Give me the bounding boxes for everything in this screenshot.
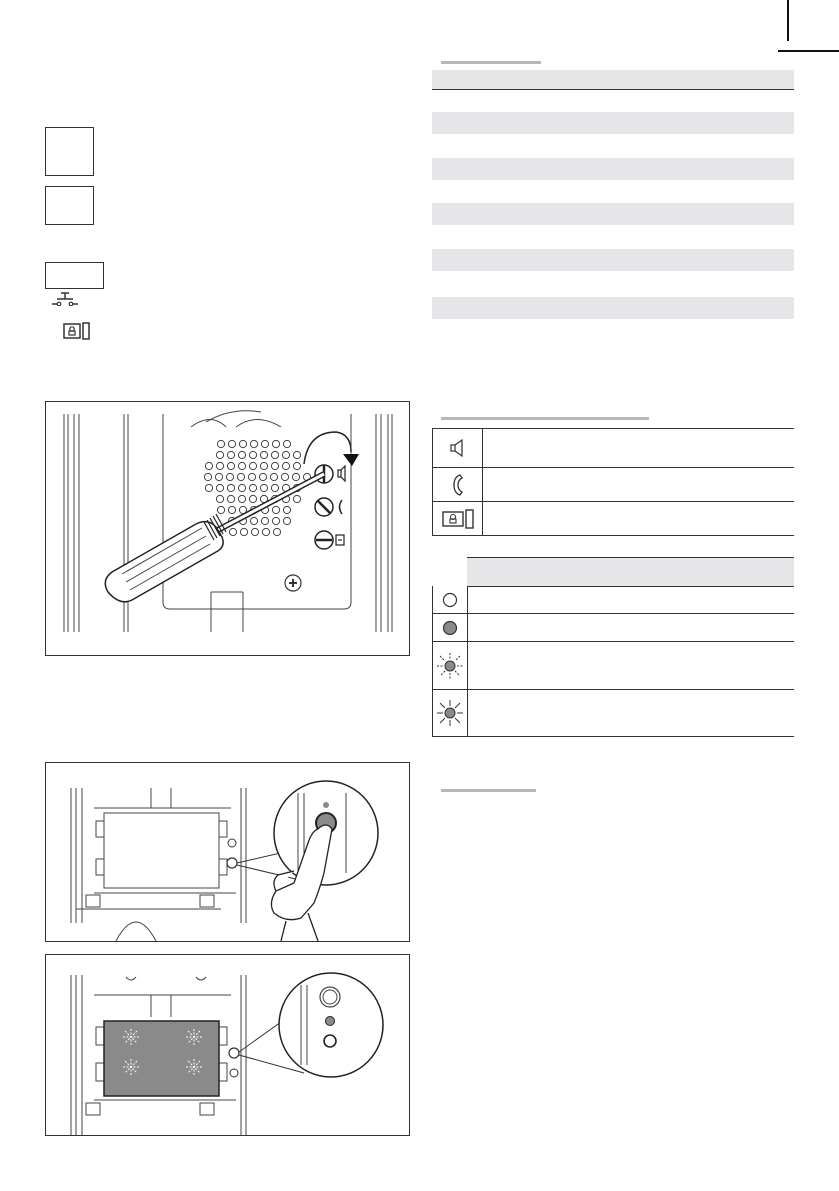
grille-hole bbox=[293, 495, 300, 502]
table-header bbox=[432, 70, 794, 90]
grille-hole bbox=[249, 495, 256, 502]
table-row bbox=[432, 429, 794, 468]
blank-key-box bbox=[45, 186, 94, 225]
grille-hole bbox=[238, 462, 245, 469]
magnifier-circle-icon bbox=[279, 973, 383, 1077]
grille-hole bbox=[260, 462, 267, 469]
table-row bbox=[432, 112, 794, 134]
led-blinking-icon bbox=[435, 651, 465, 681]
grille-hole bbox=[238, 451, 245, 458]
grille-hole bbox=[293, 462, 300, 469]
grille-hole bbox=[227, 451, 234, 458]
grille-hole bbox=[260, 484, 267, 491]
grille-hole bbox=[273, 528, 280, 535]
speaker-volume-icon bbox=[338, 466, 345, 481]
grille-hole bbox=[282, 451, 289, 458]
grille-hole bbox=[293, 451, 300, 458]
figure-press-button bbox=[45, 762, 410, 942]
grille-hole bbox=[283, 517, 290, 524]
door-lock-icon bbox=[336, 535, 344, 545]
grille-hole bbox=[216, 495, 223, 502]
led-flashing-icon bbox=[435, 698, 465, 728]
grille-hole bbox=[259, 473, 266, 480]
table-row bbox=[432, 249, 794, 271]
table-row bbox=[432, 586, 794, 614]
table-row bbox=[432, 158, 794, 180]
section-title-bar bbox=[441, 417, 649, 420]
blinking-display-icon bbox=[104, 1021, 219, 1096]
handset-icon bbox=[452, 473, 464, 497]
grille-hole bbox=[271, 451, 278, 458]
grille-hole bbox=[249, 462, 256, 469]
grille-hole bbox=[262, 528, 269, 535]
grille-hole bbox=[215, 473, 222, 480]
door-lock-icon bbox=[63, 322, 91, 340]
door-lock-icon bbox=[441, 509, 475, 529]
grille-hole bbox=[250, 440, 257, 447]
grille-hole bbox=[261, 517, 268, 524]
push-button-switch-icon bbox=[52, 292, 78, 306]
grille-hole bbox=[217, 506, 224, 513]
grille-hole bbox=[226, 473, 233, 480]
grille-hole bbox=[227, 495, 234, 502]
grille-hole bbox=[238, 484, 245, 491]
grille-hole bbox=[249, 451, 256, 458]
table-row bbox=[432, 502, 794, 536]
speaker-volume-icon bbox=[450, 439, 466, 457]
section-title-bar bbox=[441, 789, 536, 792]
grille-hole bbox=[272, 517, 279, 524]
section-title-bar bbox=[441, 61, 541, 64]
table-row bbox=[432, 690, 794, 737]
grille-hole bbox=[283, 440, 290, 447]
figure-screwdriver-adjustment bbox=[45, 401, 410, 656]
table-row bbox=[432, 642, 794, 690]
grille-hole bbox=[228, 440, 235, 447]
grille-hole bbox=[260, 451, 267, 458]
grille-hole bbox=[237, 473, 244, 480]
grille-hole bbox=[272, 440, 279, 447]
handset-icon bbox=[340, 500, 343, 514]
grille-hole bbox=[251, 528, 258, 535]
table-header bbox=[467, 557, 794, 587]
grille-hole bbox=[216, 462, 223, 469]
grille-hole bbox=[250, 517, 257, 524]
grille-hole bbox=[270, 473, 277, 480]
grille-hole bbox=[227, 484, 234, 491]
led-off-icon bbox=[442, 592, 458, 608]
grille-hole bbox=[249, 484, 256, 491]
grille-hole bbox=[239, 440, 246, 447]
grille-hole bbox=[261, 440, 268, 447]
grille-hole bbox=[282, 462, 289, 469]
grille-hole bbox=[204, 473, 211, 480]
grille-hole bbox=[283, 506, 290, 513]
crop-mark-top-right-vertical bbox=[787, 0, 789, 41]
grille-hole bbox=[271, 462, 278, 469]
grille-hole bbox=[271, 484, 278, 491]
figure-led-blinking bbox=[45, 954, 410, 1136]
grille-hole bbox=[229, 528, 236, 535]
grille-hole bbox=[238, 495, 245, 502]
table-row bbox=[432, 614, 794, 642]
grille-hole bbox=[205, 484, 212, 491]
wide-blank-key-box bbox=[45, 262, 104, 289]
table-row bbox=[432, 203, 794, 225]
grille-hole bbox=[240, 528, 247, 535]
grille-hole bbox=[292, 473, 299, 480]
led-on-icon bbox=[442, 620, 458, 636]
grille-hole bbox=[272, 506, 279, 513]
table-row bbox=[432, 297, 794, 319]
led-status-table bbox=[432, 557, 794, 737]
grille-hole bbox=[216, 484, 223, 491]
grille-hole bbox=[227, 462, 234, 469]
table-row bbox=[432, 468, 794, 502]
grille-hole bbox=[281, 473, 288, 480]
grille-hole bbox=[205, 462, 212, 469]
grille-hole bbox=[228, 506, 235, 513]
grille-hole bbox=[248, 473, 255, 480]
grille-hole bbox=[217, 440, 224, 447]
blank-key-box bbox=[45, 127, 94, 176]
crop-mark-top-right-horizontal bbox=[778, 50, 839, 52]
adjustment-table bbox=[432, 428, 794, 537]
grille-hole bbox=[216, 451, 223, 458]
